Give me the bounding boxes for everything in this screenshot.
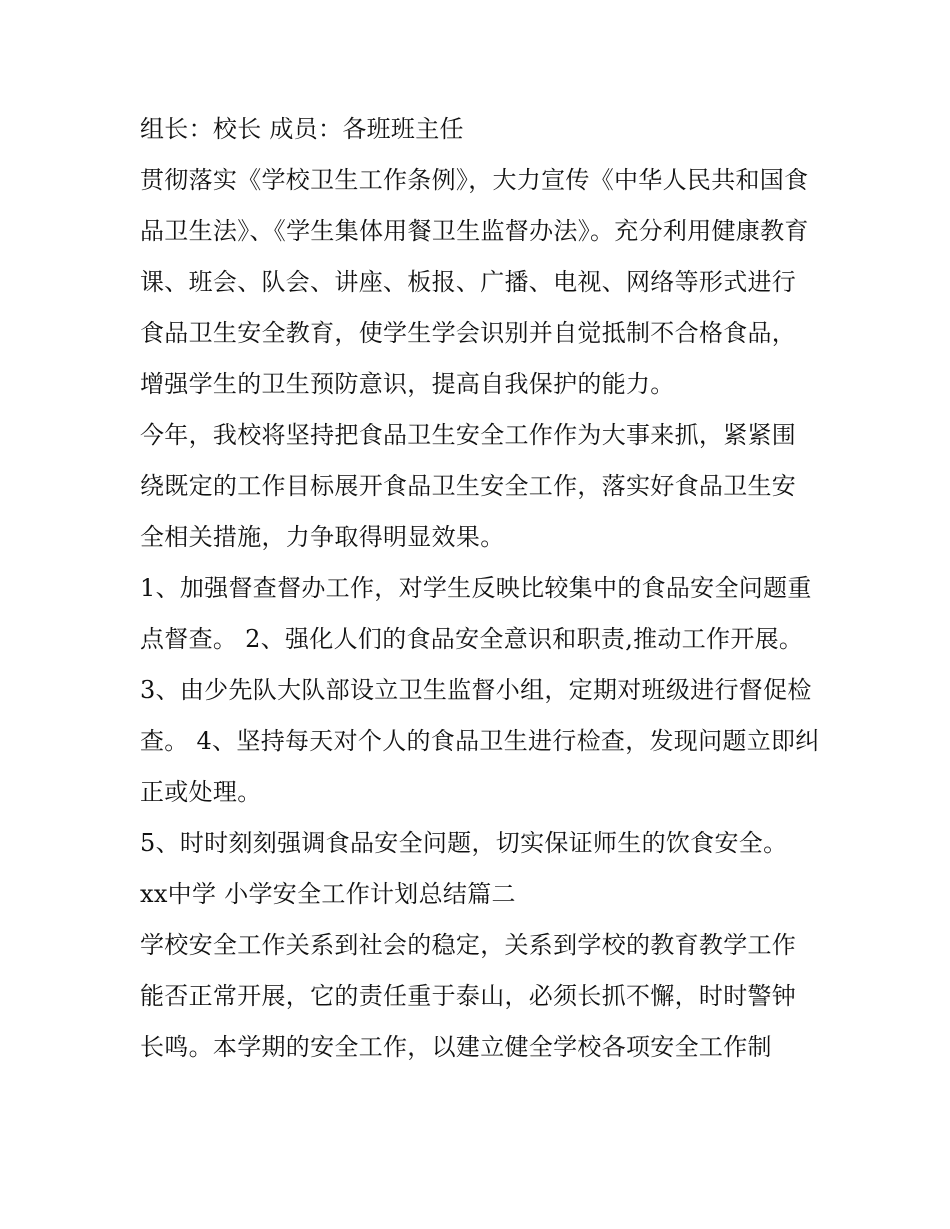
document-body (140, 104, 820, 1073)
paragraph-safety-work: 学校安全工作关系到社会的稳定，关系到学校的教育教学工作能否正常开展，它的责任重于泰山，必须长抓不懈，时时警钟长鸣。本学期的安全工作，以建立健全学校各项安全工作制 (140, 931, 797, 1061)
paragraph-hygiene-education: 贯彻落实《学校卫生工作条例》，大力宣传《中华人民共和国食品卫生法》、《学生集体用餐卫生监督办法》。充分利用健康教育课、班会、队会、讲座、板报、广播、电视、网络等形式进行食品卫生安全教育，使学生学会识别并自觉抵制不合格食品，增强学生的卫生预防意识，提高自我保护的能力。 (140, 166, 809, 398)
paragraph-items-1-2: 1、加强督查督办工作，对学生反映比较集中的食品安全问题重点督查。 2、强化人们的食品安全意识和职责,推动工作开展。 (140, 574, 812, 653)
paragraph-leaders: 组长：校长 成员：各班班主任 (140, 115, 464, 143)
paragraph-annual-goal: 今年，我校将坚持把食品卫生安全工作作为大事来抓，紧紧围绕既定的工作目标展开食品卫生安全工作，落实好食品卫生安全相关措施，力争取得明显效果。 (140, 421, 797, 551)
paragraph-item-5: 5、时时刻刻强调食品安全问题，切实保证师生的饮食安全。 (140, 829, 788, 857)
section-heading: xx中学 小学安全工作计划总结篇二 (140, 880, 516, 908)
paragraph-items-3-4: 3、由少先队大队部设立卫生监督小组，定期对班级进行督促检查。 4、坚持每天对个人的食品卫生进行检查，发现问题立即纠正或处理。 (140, 676, 820, 806)
